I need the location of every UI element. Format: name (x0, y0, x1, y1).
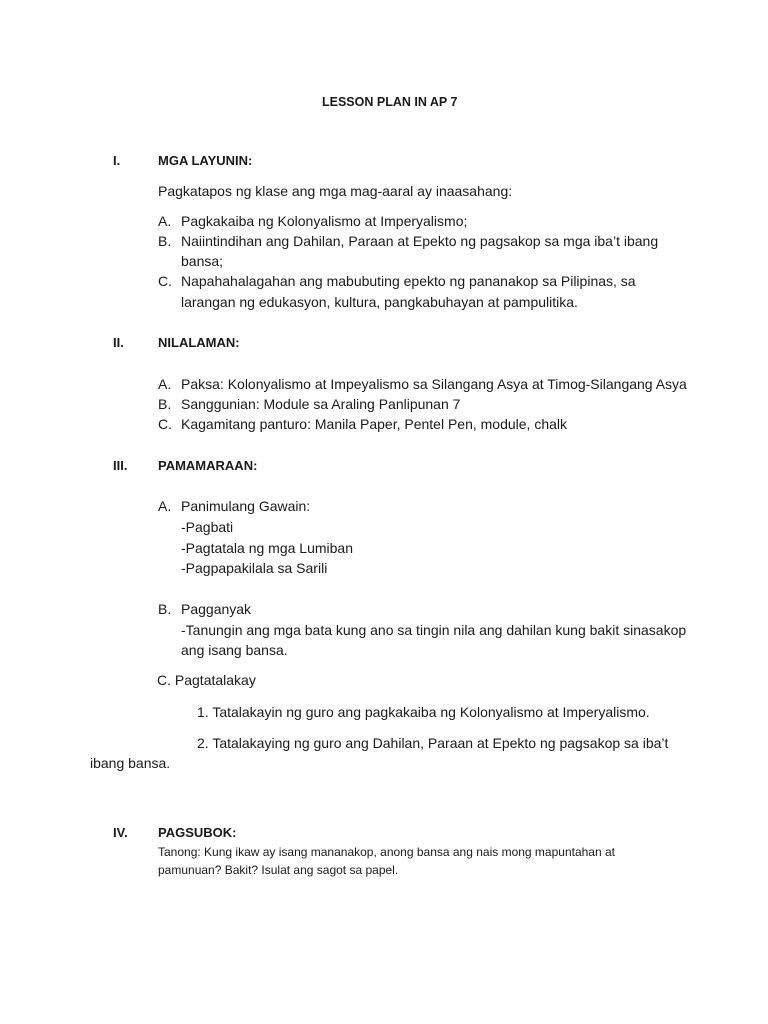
nilalaman-item-text: Kagamitang panturo: Manila Paper, Pentel Pen, module, chalk (181, 416, 568, 432)
pagtatalakay-item-2: 2. Tatalakaying ng guro ang Dahilan, Paraan at Epekto ng pagsakop sa iba’t (197, 735, 669, 751)
layunin-item-text: larangan ng edukasyon, kultura, pangkabuhayan at pampulitika. (181, 294, 578, 310)
pagsubok-question: pamunuan? Bakit? Isulat ang sagot sa papel. (158, 863, 399, 877)
pagtatalakay-item-1: 1. Tatalakayin ng guro ang pagkakaiba ng Kolonyalismo at Imperyalismo. (197, 704, 650, 720)
pagganyak-letter: B. (158, 601, 172, 617)
pagganyak-line: ang isang bansa. (181, 642, 288, 658)
layunin-item-text: Pagkakaiba ng Kolonyalismo at Imperyalismo; (181, 213, 468, 229)
section-heading-pagsubok: PAGSUBOK: (158, 825, 237, 840)
section-number-4: IV. (113, 825, 128, 840)
section-heading-nilalaman: NILALAMAN: (158, 335, 240, 350)
panimula-line: -Pagpapakilala sa Sarili (181, 560, 328, 576)
section-number-2: II. (113, 335, 124, 350)
nilalaman-item-text: Sanggunian: Module sa Araling Panlipunan 7 (181, 396, 461, 412)
pagganyak-line: -Tanungin ang mga bata kung ano sa tingin nila ang dahilan kung bakit sinasakop (181, 622, 687, 638)
panimula-line: -Pagbati (181, 519, 234, 535)
panimula-title: Panimulang Gawain: (181, 498, 311, 514)
layunin-item-text: bansa; (181, 253, 224, 269)
nilalaman-item-letter: C. (158, 416, 172, 432)
layunin-item-text: Napahahalagahan ang mabubuting epekto ng pananakop sa Pilipinas, sa (181, 273, 636, 289)
section-heading-pamamaraan: PAMAMARAAN: (158, 458, 258, 473)
nilalaman-item-letter: A. (158, 376, 172, 392)
pagtatalakay-title: C. Pagtatalakay (157, 672, 256, 688)
panimula-letter: A. (158, 498, 172, 514)
layunin-item-letter: A. (158, 213, 172, 229)
section-heading-layunin: MGA LAYUNIN: (158, 153, 253, 168)
section-number-1: I. (113, 153, 121, 168)
layunin-intro: Pagkatapos ng klase ang mga mag-aaral ay inaasahang: (158, 183, 513, 199)
layunin-item-letter: C. (158, 273, 172, 289)
nilalaman-item-letter: B. (158, 396, 172, 412)
pagsubok-question: Tanong: Kung ikaw ay isang mananakop, anong bansa ang nais mong mapuntahan at (158, 845, 615, 859)
layunin-item-text: Naiintindihan ang Dahilan, Paraan at Epekto ng pagsakop sa mga iba’t ibang (181, 233, 659, 249)
nilalaman-item-text: Paksa: Kolonyalismo at Impeyalismo sa Silangang Asya at Timog-Silangang Asya (181, 376, 687, 392)
layunin-item-letter: B. (158, 233, 172, 249)
document-title: LESSON PLAN IN AP 7 (322, 95, 458, 109)
pagtatalakay-item-2-continued: ibang bansa. (90, 755, 171, 771)
section-number-3: III. (113, 458, 128, 473)
panimula-line: -Pagtatala ng mga Lumiban (181, 540, 353, 556)
pagganyak-title: Pagganyak (181, 601, 252, 617)
